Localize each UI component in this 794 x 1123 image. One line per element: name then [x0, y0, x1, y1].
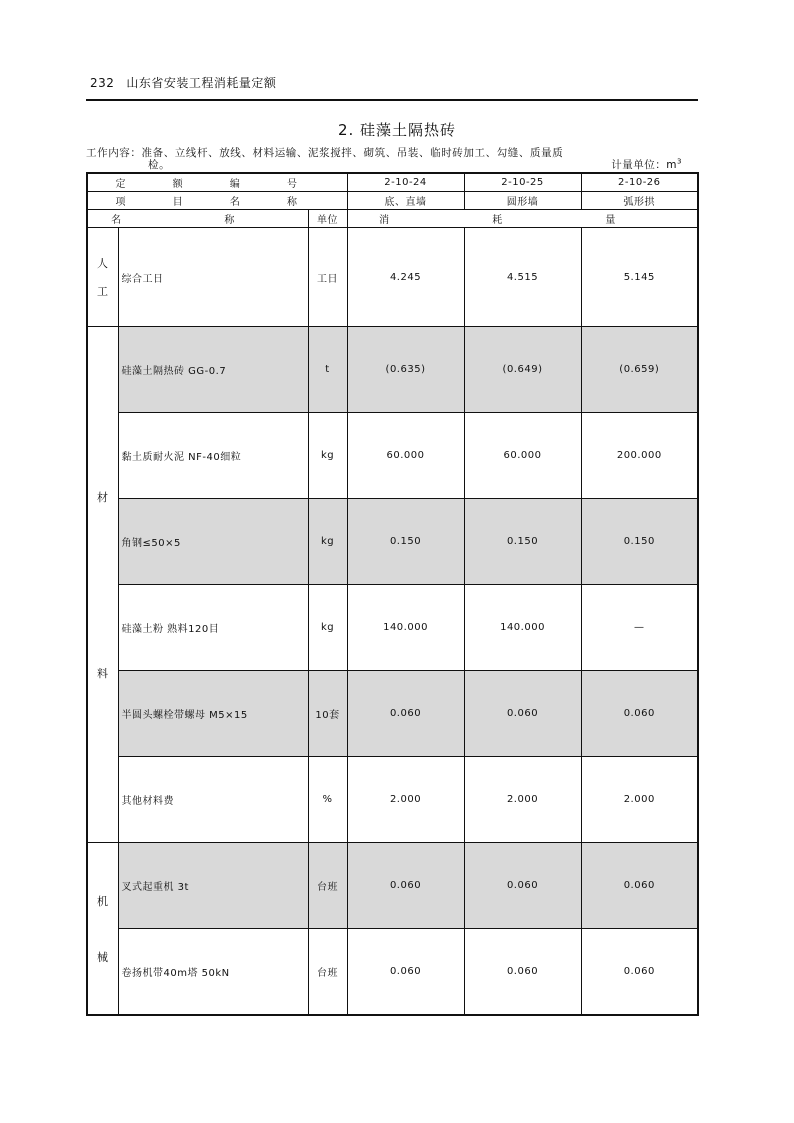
item-name: 综合工日	[118, 228, 308, 327]
value-col-2: 60.000	[464, 413, 581, 499]
item-name: 硅藻土隔热砖 GG-0.7	[118, 327, 308, 413]
item-name: 角钢≤50×5	[118, 499, 308, 585]
item-name-label: 项 目 名 称	[87, 192, 347, 210]
item-unit: kg	[308, 413, 347, 499]
header-divider	[86, 99, 698, 101]
item-unit: %	[308, 757, 347, 843]
value-col-3: 0.060	[581, 843, 698, 929]
unit-column-label: 单位	[308, 210, 347, 228]
value-col-2: 2.000	[464, 757, 581, 843]
header-row-item-name	[87, 192, 698, 210]
item-name: 硅藻土粉 熟料120目	[118, 585, 308, 671]
category-material: 材 料	[87, 327, 118, 843]
quota-table	[86, 172, 699, 1016]
item-desc-3: 弧形拱	[581, 192, 698, 210]
page-header	[86, 74, 698, 91]
item-name: 其他材料费	[118, 757, 308, 843]
value-col-2: 0.060	[464, 929, 581, 1016]
value-col-2: 0.060	[464, 843, 581, 929]
value-col-3: 0.060	[581, 671, 698, 757]
value-col-2: 0.150	[464, 499, 581, 585]
unit-label: 计量单位：$m^3$	[611, 157, 682, 171]
value-col-3: 5.145	[581, 228, 698, 327]
category-labor: 人 工	[87, 228, 118, 327]
value-col-2: 140.000	[464, 585, 581, 671]
value-col-1: 0.150	[347, 499, 464, 585]
value-col-1: 60.000	[347, 413, 464, 499]
item-unit: 台班	[308, 843, 347, 929]
work-content-line-1: 工作内容：准备、立线杆、放线、材料运输、泥浆搅拌、砌筑、吊装、临时砖加工、勾缝、质量质	[86, 147, 564, 159]
category-machine: 机 械	[87, 843, 118, 1016]
item-name: 黏土质耐火泥 NF-40细粒	[118, 413, 308, 499]
item-unit: kg	[308, 585, 347, 671]
value-col-1: 0.060	[347, 671, 464, 757]
header-row-quota-no	[87, 173, 698, 192]
table-row	[87, 585, 698, 671]
value-col-1: (0.635)	[347, 327, 464, 413]
item-unit: 工日	[308, 228, 347, 327]
quota-code-2: 2-10-25	[464, 173, 581, 192]
table-row	[87, 843, 698, 929]
work-content-line-2: 检。	[148, 159, 171, 171]
header-row-name	[87, 210, 698, 228]
book-title: 山东省安装工程消耗量定额	[126, 76, 277, 90]
page-number: 232	[90, 76, 115, 90]
unit-superscript: 3	[677, 157, 682, 166]
value-col-1: 0.060	[347, 843, 464, 929]
value-col-3: 200.000	[581, 413, 698, 499]
value-col-2: (0.649)	[464, 327, 581, 413]
item-desc-2: 圆形墙	[464, 192, 581, 210]
table-row	[87, 413, 698, 499]
quota-code-3: 2-10-26	[581, 173, 698, 192]
value-col-1: 2.000	[347, 757, 464, 843]
quota-code-1: 2-10-24	[347, 173, 464, 192]
item-name: 叉式起重机 3t	[118, 843, 308, 929]
value-col-3: 0.150	[581, 499, 698, 585]
table-row	[87, 929, 698, 1016]
item-unit: 10套	[308, 671, 347, 757]
quota-no-label: 定 额 编 号	[87, 173, 347, 192]
value-col-1: 140.000	[347, 585, 464, 671]
item-name: 半圆头螺栓带螺母 M5×15	[118, 671, 308, 757]
table-row	[87, 327, 698, 413]
value-col-3: (0.659)	[581, 327, 698, 413]
consumption-label: 消 耗 量	[347, 210, 698, 228]
work-content	[86, 147, 606, 171]
item-name: 卷扬机带40m塔 50kN	[118, 929, 308, 1016]
value-col-2: 0.060	[464, 671, 581, 757]
value-col-2: 4.515	[464, 228, 581, 327]
table-row	[87, 671, 698, 757]
item-unit: t	[308, 327, 347, 413]
value-col-3: —	[581, 585, 698, 671]
value-col-1: 4.245	[347, 228, 464, 327]
item-desc-1: 底、直墙	[347, 192, 464, 210]
value-col-3: 2.000	[581, 757, 698, 843]
value-col-1: 0.060	[347, 929, 464, 1016]
value-col-3: 0.060	[581, 929, 698, 1016]
name-label: 名 称	[87, 210, 308, 228]
table-row	[87, 499, 698, 585]
item-unit: 台班	[308, 929, 347, 1016]
item-unit: kg	[308, 499, 347, 585]
table-row	[87, 757, 698, 843]
table-row	[87, 228, 698, 327]
section-title: 2. 硅藻土隔热砖	[337, 121, 457, 139]
